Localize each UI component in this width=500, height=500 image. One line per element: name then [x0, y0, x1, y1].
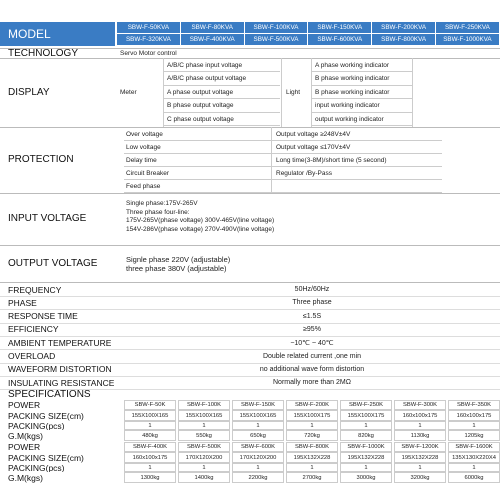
spec-table-cell: 170X120X200	[178, 452, 230, 463]
divider	[311, 58, 312, 127]
spec-label: RESPONSE TIME	[8, 311, 78, 322]
spec-table-cell: 160x100x175	[394, 410, 446, 421]
spec-label: EFFICIENCY	[8, 324, 59, 335]
spec-table-cell: 1	[448, 463, 500, 472]
spec-table-cell: 650kg	[232, 430, 284, 441]
model-name: SBW-F-150KVA	[308, 22, 371, 33]
spec-table-cell: 1	[178, 463, 230, 472]
technology-value: Servo Motor control	[120, 49, 177, 57]
protection-value: Regulator /By-Pass	[272, 167, 442, 180]
spec-table-cell: SBW-F-50K	[124, 400, 176, 410]
divider	[412, 58, 413, 127]
spec-label: FREQUENCY	[8, 284, 62, 295]
spec-value: Normally more than 2MΩ	[273, 379, 351, 387]
spec-table-label: PACKING(pcs)	[8, 421, 65, 430]
spec-table-cell: SBW-F-350K	[448, 400, 500, 410]
light-item: output working indicator	[312, 113, 412, 126]
model-name: SBW-F-600KVA	[308, 34, 371, 45]
spec-table-cell: 6000kg	[448, 472, 500, 483]
spec-table-cell: 195X132X228	[340, 452, 392, 463]
spec-table-label: POWER	[8, 400, 41, 410]
meter-item: B phase output voltage	[164, 100, 280, 113]
model-name: SBW-F-500KVA	[245, 34, 308, 45]
protection-value: Long time(3-8M)/short time (5 second)	[272, 154, 442, 167]
protection-label: PROTECTION	[8, 154, 74, 165]
spec-table-cell: 1	[340, 463, 392, 472]
light-item: input working indicator	[312, 100, 412, 113]
model-label: MODEL	[8, 27, 51, 41]
spec-table-cell: SBW-F-400K	[124, 442, 176, 452]
spec-table-cell: 1	[340, 421, 392, 430]
spec-table-cell: 550kg	[178, 430, 230, 441]
spec-table-cell: SBW-F-800K	[286, 442, 338, 452]
spec-table-cell: SBW-F-1600K	[448, 442, 500, 452]
spec-label: OVERLOAD	[8, 351, 56, 361]
spec-table-cell: SBW-F-600K	[232, 442, 284, 452]
spec-table-cell: 3200kg	[394, 472, 446, 483]
input-voltage-line: Single phase:175V-265V	[126, 200, 198, 207]
spec-table-cell: SBW-F-200K	[286, 400, 338, 410]
spec-table-cell: 1	[394, 421, 446, 430]
input-voltage-text	[126, 200, 274, 234]
meter-label: Meter	[120, 88, 137, 96]
protection-value: Output voltage ≤170V±4V	[272, 141, 442, 154]
spec-table-cell: 135X130X220X4	[448, 452, 500, 463]
spec-table-cell: SBW-F-1000K	[340, 442, 392, 452]
spec-table-cell: 1	[178, 421, 230, 430]
model-name: SBW-F-1000KVA	[436, 34, 499, 45]
divider	[271, 127, 272, 193]
specifications-label: SPECIFICATIONS	[8, 389, 91, 400]
spec-table-cell: 155X100X165	[178, 410, 230, 421]
technology-label: TECHNOLOGY	[8, 48, 79, 58]
spec-table-cell: 1300kg	[124, 472, 176, 483]
protection-item: Feed phase	[124, 180, 272, 193]
model-name: SBW-F-400KVA	[181, 34, 244, 45]
model-name: SBW-F-200KVA	[372, 22, 435, 33]
spec-table-cell: SBW-F-150K	[232, 400, 284, 410]
spec-table-cell: 160x100x175	[448, 410, 500, 421]
spec-value: Three phase	[292, 299, 332, 307]
protection-value: Output voltage ≥248V±4V	[272, 128, 442, 141]
input-voltage-line: 154V-286V(phase voltage) 270V-490V(line voltage)	[126, 225, 275, 233]
spec-value: 50Hz/60Hz	[294, 286, 330, 293]
meter-item: A/B/C phase output voltage	[164, 73, 280, 86]
spec-value: ≥95%	[303, 325, 321, 333]
spec-table-cell: 480kg	[124, 430, 176, 441]
spec-table-cell: 1205kg	[448, 430, 500, 441]
model-header	[0, 22, 115, 46]
output-voltage-line: Signle phase 220V (adjustable)	[126, 255, 231, 264]
spec-table-cell: 1	[124, 421, 176, 430]
model-name: SBW-F-100KVA	[245, 22, 308, 33]
spec-table-cell: 1130kg	[394, 430, 446, 441]
spec-table-cell: 155X100X175	[340, 410, 392, 421]
spec-table-label: G.M(kgs)	[8, 472, 43, 483]
spec-table-cell: 2700kg	[286, 472, 338, 483]
spec-table-cell: 1	[232, 463, 284, 472]
model-name: SBW-F-320KVA	[117, 34, 180, 45]
protection-item: Low voltage	[124, 141, 272, 154]
spec-table-label: POWER	[8, 442, 41, 452]
protection-value	[272, 180, 442, 193]
spec-table-cell: SBW-F-250K	[340, 400, 392, 410]
model-name: SBW-F-50KVA	[117, 22, 180, 33]
light-label: Light	[286, 88, 301, 96]
light-item: B phase working indicator	[312, 86, 412, 99]
divider	[163, 58, 164, 127]
output-voltage-label: OUTPUT VOLTAGE	[8, 258, 98, 269]
spec-table-cell: 155X100X175	[286, 410, 338, 421]
model-name: SBW-F-250KVA	[436, 22, 499, 33]
spec-table-cell: 155X100X165	[124, 410, 176, 421]
spec-table-label: PACKING(pcs)	[8, 463, 65, 472]
spec-table-cell: 1400kg	[178, 472, 230, 483]
model-name: SBW-F-800KVA	[372, 34, 435, 45]
spec-table-cell: 1	[286, 463, 338, 472]
spec-table-cell: 1	[394, 463, 446, 472]
meter-item: A/B/C phase input voltage	[164, 59, 280, 72]
display-label: DISPLAY	[8, 86, 50, 98]
spec-value: Double related current ,one min	[262, 352, 362, 360]
protection-item: Delay time	[124, 154, 272, 167]
spec-value: ≤1.5S	[302, 312, 322, 320]
spec-label: AMBIENT TEMPERATURE	[8, 337, 112, 348]
model-name: SBW-F-80KVA	[181, 22, 244, 33]
spec-table-label: PACKING SIZE(cm)	[8, 452, 84, 463]
spec-label: PHASE	[8, 297, 37, 308]
spec-table-label: G.M(kgs)	[8, 430, 43, 441]
spec-table-cell: SBW-F-1200K	[394, 442, 446, 452]
spec-table-cell: 820kg	[340, 430, 392, 441]
spec-table-cell: 720kg	[286, 430, 338, 441]
spec-table-cell: 195X132X228	[394, 452, 446, 463]
spec-table-cell: 3000kg	[340, 472, 392, 483]
output-voltage-text	[126, 255, 230, 273]
output-voltage-line: three phase 380V (adjustable)	[126, 264, 227, 273]
spec-table-cell: 1	[124, 463, 176, 472]
spec-value: −10℃ ~ 40℃	[290, 339, 334, 347]
spec-table-label: PACKING SIZE(cm)	[8, 410, 84, 421]
divider	[281, 58, 282, 127]
protection-item: Circuit Breaker	[124, 167, 272, 180]
input-voltage-label: INPUT VOLTAGE	[8, 213, 87, 224]
spec-table-cell: 1	[448, 421, 500, 430]
spec-value: no additional wave form distortion	[259, 365, 365, 373]
meter-item: A phase output voltage	[164, 86, 280, 99]
protection-item: Over voltage	[124, 128, 272, 141]
meter-item: C phase output voltage	[164, 113, 280, 126]
spec-label: WAVEFORM DISTORTION	[8, 364, 112, 375]
input-voltage-line: 175V-265V(phase voltage) 300V-465V(line voltage)	[126, 217, 275, 224]
spec-table-cell: SBW-F-500K	[178, 442, 230, 452]
light-item: A phase working indicator	[312, 59, 412, 72]
spec-table-cell: 2200kg	[232, 472, 284, 483]
spec-table-cell: 160x100x175	[124, 452, 176, 463]
spec-table-cell: 170X120X200	[232, 452, 284, 463]
spec-table-cell: SBW-F-300K	[394, 400, 446, 410]
spec-table-cell: 1	[232, 421, 284, 430]
input-voltage-line: Three phase four-line:	[126, 208, 190, 216]
spec-table-cell: SBW-F-100K	[178, 400, 230, 410]
spec-label: INSULATING RESISTANCE	[8, 377, 115, 388]
light-item: B phase working indicator	[312, 73, 412, 86]
spec-table-cell: 155X100X165	[232, 410, 284, 421]
spec-table-cell: 195X132X228	[286, 452, 338, 463]
spec-table-cell: 1	[286, 421, 338, 430]
